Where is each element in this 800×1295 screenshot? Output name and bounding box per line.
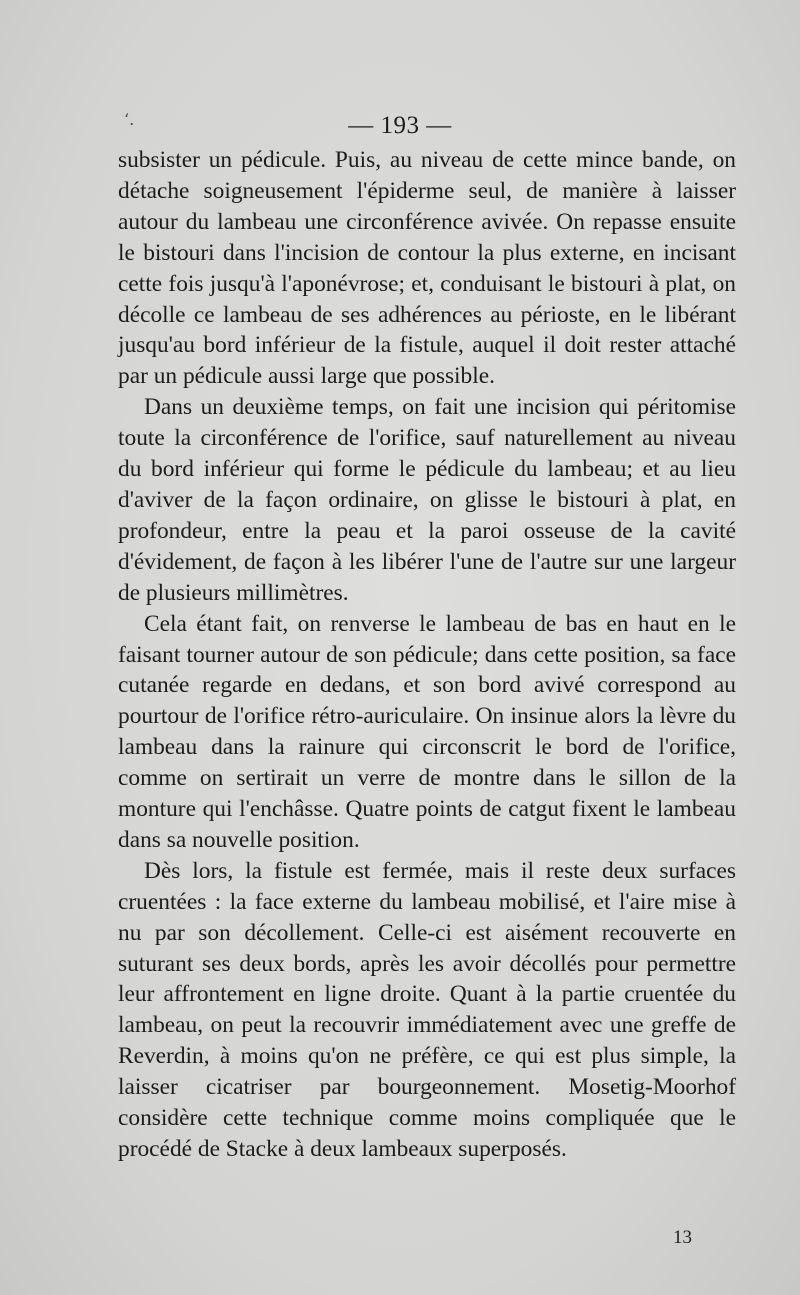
paragraph-4: Dès lors, la fistule est fermée, mais il reste deux surfaces cruentées : la face externe du lambeau mobilisé, et l'aire mise à nu par son décollement. Celle-ci est aisément recouverte en suturant ses deux bords, après les avoir décollés pour permettre leur affrontement en ligne droite. Quant à la partie cruentée du lambeau, on peut la recouvrir immédiatement avec une greffe de Reverdin, à moins qu'on ne préfère, ce qui est plus simple, la laisser cicatriser par bourgeonnement. Mosetig-Moorhof considère cette technique comme moins compliquée que le procédé de Stacke à deux lambeaux superposés. (118, 857, 736, 1162)
print-speck: ‘. (124, 110, 135, 129)
page-number: — 193 — (348, 112, 452, 139)
paragraph-3: Cela étant fait, on renverse le lambeau de bas en haut en le faisant tourner autour de son pédicule; dans cette position, sa face cutanée regarde en dedans, et son bord avivé correspond au pourtour de l'orifice rétro-auriculaire. On insinue alors la lèvre du lambeau dans la rainure qui circonscrit le bord de l'orifice, comme on sertirait un verre de montre dans le sillon de la monture qui l'enchâsse. Quatre points de catgut fixent le lambeau dans sa nouvelle position. (118, 610, 736, 853)
page-body (118, 145, 736, 1165)
paragraph-1: subsister un pédicule. Puis, au niveau de cette mince bande, on détache soigneusement l'épiderme seul, de manière à laisser autour du lambeau une circonférence avivée. On repasse ensuite le bistouri dans l'incision de contour la plus externe, en incisant cette fois jusqu'à l'aponévrose; et, conduisant le bistouri à plat, on décolle ce lambeau de ses adhérences au périoste, en le libérant jusqu'au bord inférieur de la fistule, auquel il doit rester attaché par un pédicule aussi large que possible. (118, 147, 736, 390)
paragraph-2: Dans un deuxième temps, on fait une incision qui péritomise toute la circonférence de l'orifice, sauf naturellement au niveau du bord inférieur qui forme le pédicule du lambeau; et au lieu d'aviver de la façon ordinaire, on glisse le bistouri à plat, en profondeur, entre la peau et la paroi osseuse de la cavité d'évidement, de façon à les libérer l'une de l'autre sur une largeur de plusieurs millimètres. (118, 394, 736, 606)
signature-mark: 13 (673, 1227, 692, 1248)
